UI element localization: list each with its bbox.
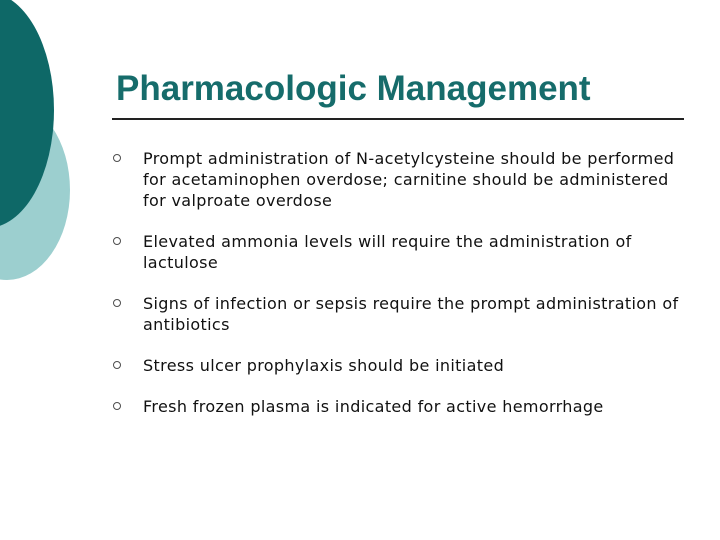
bullet-text: Prompt administration of N-acetylcysteine should be performed for acetaminophen overdose; carnitine should be administered for valproate overdose — [143, 149, 675, 210]
open-circle-bullet-icon — [113, 237, 121, 245]
bullet-text: Fresh frozen plasma is indicated for active hemorrhage — [143, 397, 604, 416]
open-circle-bullet-icon — [113, 402, 121, 410]
bullet-item — [112, 148, 692, 211]
bullet-item — [112, 231, 692, 273]
bullet-item — [112, 293, 692, 335]
bullet-list — [112, 148, 692, 437]
bullet-text: Signs of infection or sepsis require the prompt administration of antibiotics — [143, 294, 679, 334]
open-circle-bullet-icon — [113, 361, 121, 369]
open-circle-bullet-icon — [113, 154, 121, 162]
bullet-item — [112, 396, 692, 417]
open-circle-bullet-icon — [113, 299, 121, 307]
bullet-text: Elevated ammonia levels will require the administration of lactulose — [143, 232, 632, 272]
title-divider — [112, 118, 684, 120]
bullet-text: Stress ulcer prophylaxis should be initiated — [143, 356, 505, 375]
bullet-item — [112, 355, 692, 376]
slide-title: Pharmacologic Management — [116, 69, 591, 108]
